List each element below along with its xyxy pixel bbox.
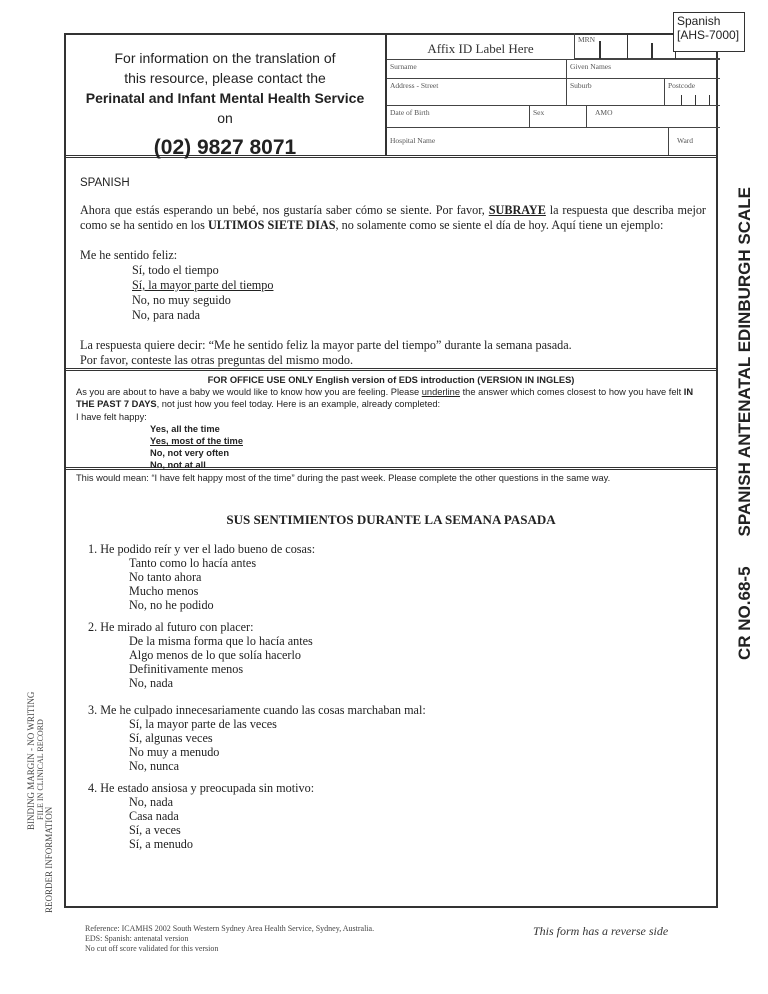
address-field[interactable]: Address - Street [387, 79, 567, 106]
scale-title: SPANISH ANTENATAL EDINBURGH SCALE [735, 187, 754, 537]
question-text: 2. He mirado al futuro con placer: [88, 620, 254, 634]
answer-option[interactable]: Sí, algunas veces [129, 731, 213, 745]
suburb-field[interactable]: Suburb [567, 79, 665, 106]
mrn-label: MRN [578, 35, 596, 44]
office-option-underlined: Yes, most of the time [150, 436, 243, 447]
contact-line-1: For information on the translation of [114, 50, 336, 66]
section-heading: SPANISH [80, 177, 130, 189]
answer-option[interactable]: Sí, a veces [129, 823, 181, 837]
hospital-name-field[interactable]: Hospital Name [387, 128, 669, 155]
patient-id-label-area [385, 33, 720, 155]
service-name: Perinatal and Infant Mental Health Service [85, 90, 365, 106]
example-explanation: La respuesta quiere decir: “Me he sentido feliz la mayor parte del tiempo” durante la semana pasada. [80, 338, 572, 352]
question-4 [88, 781, 314, 851]
answer-option[interactable]: Casa nada [129, 809, 179, 823]
affix-id-label: Affix ID Label Here [387, 33, 575, 59]
example-option: Sí, todo el tiempo [132, 263, 219, 277]
answer-option[interactable]: Mucho menos [129, 584, 199, 598]
postcode-label: Postcode [668, 81, 696, 90]
answer-option[interactable]: Sí, a menudo [129, 837, 193, 851]
spanish-introduction [80, 176, 706, 368]
postcode-field[interactable] [665, 79, 720, 106]
contact-on: on [217, 110, 233, 126]
answer-option[interactable]: De la misma forma que lo hacía antes [129, 634, 313, 648]
language-name: Spanish [677, 14, 721, 28]
question-3 [88, 703, 426, 773]
question-text: 4. He estado ansiosa y preocupada sin motivo: [88, 781, 315, 795]
office-title: FOR OFFICE USE ONLY English version of EDS introduction (VERSION IN INGLES) [207, 375, 575, 385]
example-option: No, para nada [132, 308, 201, 322]
answer-option[interactable]: No muy a menudo [129, 745, 220, 759]
phone-number: (02) 9827 8071 [153, 136, 297, 159]
answer-option[interactable]: Sí, la mayor parte de las veces [129, 717, 277, 731]
answer-option[interactable]: No, nada [129, 676, 173, 690]
answer-option[interactable]: No, nada [129, 795, 173, 809]
answer-option[interactable]: No tanto ahora [129, 570, 202, 584]
office-closing: This would mean: “I have felt happy most of the time” during the past week. Please complete the other questions in the same way. [76, 472, 611, 483]
binding-margin-note: BINDING MARGIN - NO WRITING [26, 691, 36, 830]
office-option: Yes, all the time [150, 423, 220, 434]
form-number: CR NO.68-5 [735, 566, 754, 660]
office-use-box [66, 368, 716, 483]
answer-option[interactable]: Definitivamente menos [129, 662, 244, 676]
office-paragraph: As you are about to have a baby we would like to know how you are feeling. Please underline the answer which comes closest to how you have felt IN THE PAST 7 DAYS, not just how you feel today. Here is an example, already completed: [76, 387, 694, 410]
question-text: 3. Me he culpado innecesariamente cuando las cosas marchaban mal: [88, 703, 426, 717]
office-option: No, not very often [150, 448, 230, 459]
contact-line-2: this resource, please contact the [124, 70, 326, 86]
translation-contact [66, 48, 384, 158]
instruction: Por favor, conteste las otras preguntas del mismo modo. [80, 353, 353, 367]
amo-field[interactable]: AMO [587, 106, 720, 128]
sex-field[interactable]: Sex [530, 106, 587, 128]
answer-option[interactable]: Algo menos de lo que solía hacerlo [129, 648, 301, 662]
dob-field[interactable]: Date of Birth [387, 106, 530, 128]
office-example-question: I have felt happy: [76, 411, 147, 422]
vertical-form-title [735, 187, 755, 660]
questions-section-title: SUS SENTIMIENTOS DURANTE LA SEMANA PASADA [226, 512, 556, 527]
form-code: [AHS-7000] [677, 28, 740, 42]
surname-field[interactable]: Surname [387, 59, 567, 79]
intro-paragraph: Ahora que estás esperando un bebé, nos gustaría saber cómo se siente. Por favor, SUBRAYE la respuesta que describa mejor como se ha sentido en los ULTIMOS SIETE DIAS, no solamente como se siente el día de hoy. Aquí tiene un ejemplo: [80, 203, 706, 232]
answer-option[interactable]: No, nunca [129, 759, 180, 773]
file-note: FILE IN CLINICAL RECORD [36, 719, 45, 820]
example-option-underlined: Sí, la mayor parte del tiempo [132, 278, 274, 292]
language-code-label [673, 12, 745, 52]
reorder-info: REORDER INFORMATION [44, 806, 54, 913]
given-names-field[interactable]: Given Names [567, 59, 720, 79]
question-2 [88, 620, 313, 690]
example-option: No, no muy seguido [132, 293, 231, 307]
question-1 [88, 542, 315, 612]
question-text: 1. He podido reír y ver el lado bueno de cosas: [88, 542, 316, 556]
reverse-side-note: This form has a reverse side [533, 924, 669, 938]
answer-option[interactable]: No, no he podido [129, 598, 214, 612]
ward-field[interactable]: Ward [677, 136, 694, 145]
answer-option[interactable]: Tanto como lo hacía antes [129, 556, 257, 570]
cutoff-note: No cut off score validated for this version [85, 944, 219, 953]
version-text: EDS: Spanish: antenatal version [85, 934, 189, 943]
reference-text: Reference: ICAMHS 2002 South Western Sydney Area Health Service, Sydney, Australia. [85, 924, 375, 933]
example-question: Me he sentido feliz: [80, 248, 178, 262]
footer-reference [85, 924, 374, 954]
office-option: No, not at all [150, 460, 206, 471]
